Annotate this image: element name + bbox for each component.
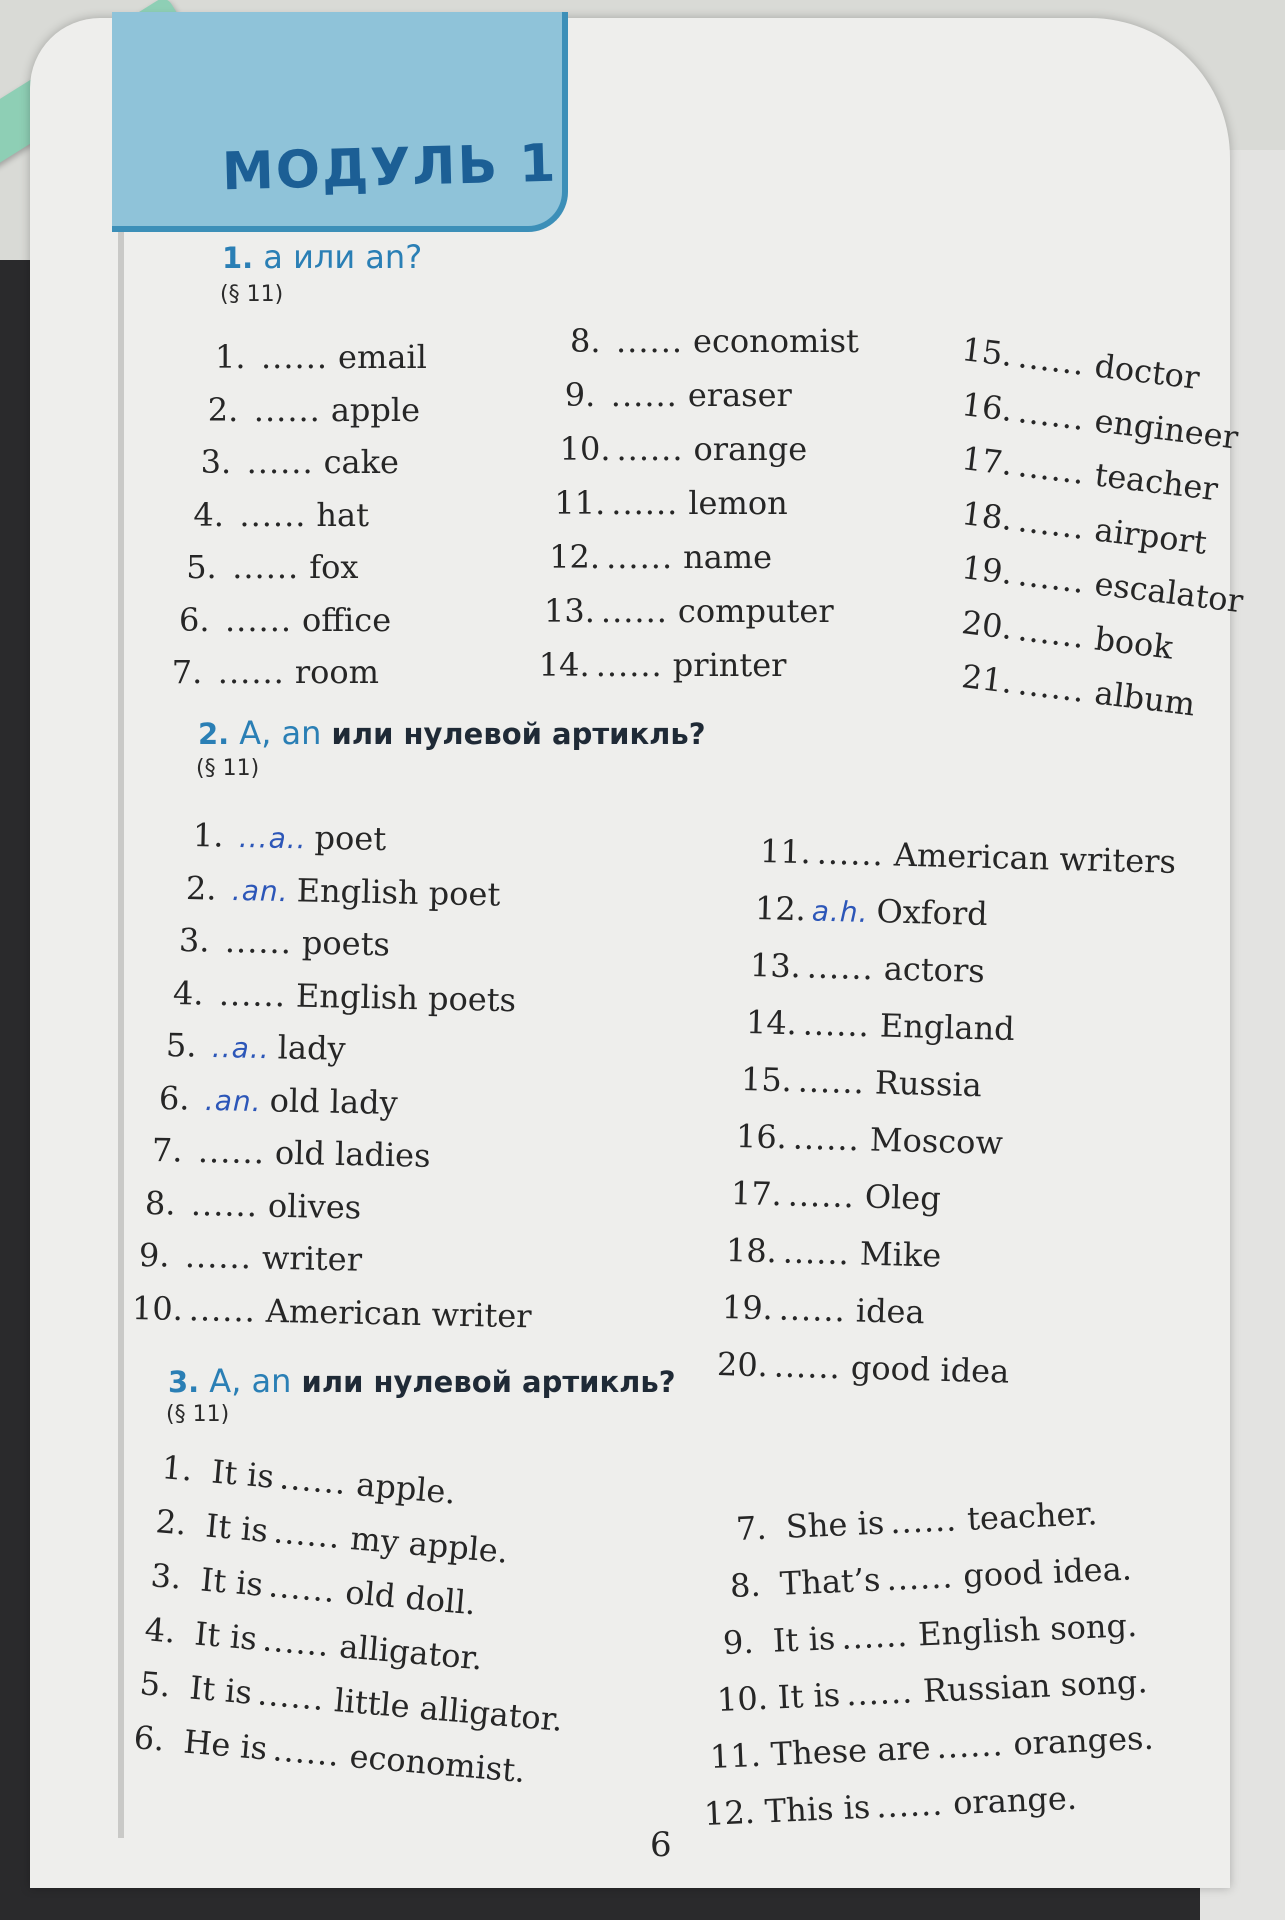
answer-blank[interactable]: ...... (197, 1131, 266, 1172)
answer-blank[interactable]: ...... (232, 548, 300, 586)
item-word: writer (261, 1238, 362, 1279)
exercise-2-item (740, 1060, 982, 1104)
answer-blank[interactable]: ...... (224, 921, 293, 962)
exercise-2-item (755, 889, 989, 933)
answer-blank[interactable]: ...... (1016, 337, 1088, 383)
answer-blank[interactable]: ...... (787, 1175, 856, 1216)
exercise-1-item (179, 601, 391, 639)
exercise-1-section-ref: (§ 11) (220, 282, 284, 307)
exercise-3-item (160, 1448, 457, 1512)
item-word: airport (1092, 509, 1209, 562)
item-number: 19. (721, 1288, 773, 1328)
item-number: 6. (158, 1078, 190, 1118)
item-sentence-start: He is (182, 1722, 269, 1768)
item-number: 1. (192, 816, 224, 855)
item-number: 15. (740, 1060, 793, 1100)
answer-blank[interactable]: ...... (806, 947, 875, 988)
exercise-1-item (172, 653, 379, 691)
item-word: English poets (295, 976, 517, 1019)
item-number: 8. (570, 322, 601, 360)
answer-blank[interactable]: ...... (600, 592, 668, 630)
exercise-2-item (179, 921, 391, 963)
exercise-2-item (745, 1003, 1015, 1048)
exercise-2-item (172, 974, 516, 1019)
exercise-2-heading (198, 714, 706, 752)
exercise-number: 3. (168, 1365, 210, 1399)
item-number: 18. (959, 493, 1015, 538)
answer-blank[interactable]: ...... (253, 390, 321, 429)
item-word: old doll. (343, 1573, 478, 1623)
exercise-1-item (570, 322, 859, 360)
exercise-3-item (144, 1610, 485, 1677)
exercise-2-item (716, 1345, 1009, 1391)
item-number: 9. (564, 376, 596, 414)
handwritten-answer: .an. (231, 873, 290, 908)
item-sentence-start: It is (776, 1675, 841, 1717)
answer-blank[interactable]: ...... (792, 1118, 861, 1159)
item-number: 10. (559, 430, 611, 468)
exercise-2-item (193, 816, 387, 858)
exercise-1-item (186, 548, 358, 586)
item-word: Oxford (876, 892, 989, 934)
item-number: 3. (178, 921, 211, 960)
item-number: 18. (725, 1231, 778, 1271)
item-number: 3. (200, 443, 232, 481)
item-word: apple. (354, 1465, 458, 1512)
item-word: English song. (917, 1605, 1139, 1654)
item-word: book (1092, 618, 1176, 667)
item-number: 11. (554, 484, 606, 522)
item-number: 21. (959, 657, 1015, 702)
item-word: idea (854, 1291, 925, 1332)
item-word: economist. (348, 1736, 527, 1791)
exercise-3-item (716, 1662, 1148, 1719)
exercise-1-item (215, 338, 427, 376)
answer-blank[interactable]: ...... (239, 495, 307, 534)
item-number: 16. (735, 1117, 788, 1157)
exercise-2-item (760, 832, 1177, 881)
item-number: 7. (735, 1508, 768, 1548)
exercise-2-item (159, 1079, 398, 1122)
exercise-articles: A, an (239, 714, 322, 752)
item-word: orange. (952, 1778, 1078, 1823)
item-number: 4. (193, 495, 224, 534)
item-number: 14. (538, 646, 590, 684)
answer-blank[interactable]: ...... (845, 1672, 914, 1714)
answer-blank[interactable]: ...... (190, 1184, 259, 1224)
exercise-2-section-ref: (§ 11) (196, 756, 260, 781)
item-word: engineer (1092, 400, 1241, 457)
item-number: 10. (715, 1678, 769, 1719)
exercise-2-item (186, 869, 501, 914)
answer-blank[interactable]: ...... (797, 1061, 866, 1102)
item-number: 7. (151, 1131, 184, 1170)
item-number: 20. (716, 1345, 769, 1385)
item-sentence-start: She is (785, 1503, 885, 1546)
exercise-1-item (201, 443, 399, 481)
answer-blank[interactable]: ...... (261, 1620, 332, 1665)
answer-blank[interactable]: ...... (271, 1730, 342, 1774)
module-title: МОДУЛЬ 1 (221, 133, 559, 203)
exercise-2-item (165, 1026, 345, 1068)
answer-blank[interactable]: ...... (1016, 500, 1088, 547)
item-word: old lady (269, 1080, 399, 1122)
item-word: teacher. (966, 1494, 1099, 1538)
exercise-instruction: или нулевой артикль? (291, 1365, 676, 1399)
exercise-2-item (721, 1288, 925, 1331)
answer-blank[interactable]: ...... (875, 1784, 944, 1826)
item-number: 12. (549, 538, 601, 576)
answer-blank[interactable]: ...... (261, 338, 329, 376)
item-number: 6. (132, 1718, 167, 1759)
item-word: Moscow (869, 1120, 1004, 1162)
answer-blank[interactable]: ...... (1016, 446, 1088, 492)
answer-blank[interactable]: ...... (1016, 609, 1088, 656)
item-word: printer (672, 646, 787, 684)
exercise-1-item (960, 657, 1198, 723)
exercise-3-heading (168, 1362, 676, 1400)
exercise-3-section-ref: (§ 11) (166, 1402, 230, 1427)
item-number: 13. (749, 946, 802, 986)
exercise-1-item (544, 592, 834, 630)
exercise-3-item (703, 1779, 1078, 1833)
item-number: 20. (959, 602, 1015, 647)
item-word: good idea. (962, 1549, 1133, 1595)
answer-blank[interactable]: ...... (217, 653, 285, 691)
answer-blank[interactable]: ...... (616, 322, 684, 360)
exercise-1-item (960, 603, 1175, 667)
item-word: Oleg (864, 1177, 942, 1218)
item-sentence-start: These are (770, 1728, 932, 1774)
exercise-2-item (145, 1184, 362, 1227)
item-word: orange (693, 430, 808, 468)
item-number: 7. (171, 653, 203, 691)
item-word: name (683, 538, 773, 576)
answer-blank[interactable]: ...... (606, 538, 674, 576)
item-sentence-start: It is (204, 1506, 270, 1550)
item-word: poets (301, 923, 391, 964)
exercise-number: 1. (222, 241, 264, 275)
handwritten-answer: a.h. (811, 894, 870, 929)
exercise-1-item (554, 484, 787, 522)
item-number: 12. (703, 1792, 756, 1833)
answer-blank[interactable]: ...... (610, 376, 678, 414)
item-sentence-start: This is (764, 1787, 871, 1831)
item-number: 1. (215, 338, 246, 376)
item-word: good idea (850, 1348, 1010, 1391)
exercise-2-item (138, 1236, 362, 1279)
item-number: 5. (165, 1026, 197, 1065)
exercise-1-heading (222, 238, 422, 276)
item-number: 16. (959, 384, 1015, 429)
answer-blank[interactable]: ...... (1016, 391, 1088, 438)
item-number: 6. (179, 600, 210, 639)
item-word: Russia (874, 1063, 982, 1105)
item-word: hat (316, 495, 369, 534)
answer-blank[interactable]: ...... (782, 1232, 851, 1273)
item-number: 4. (172, 973, 204, 1013)
exercise-1-item (549, 538, 772, 576)
item-word: office (302, 600, 392, 639)
item-sentence-start: It is (772, 1619, 837, 1660)
item-number: 14. (745, 1003, 797, 1043)
item-sentence-start: That’s (778, 1560, 881, 1603)
item-word: actors (883, 949, 986, 991)
answer-blank[interactable]: ...... (184, 1236, 252, 1277)
exercise-number: 2. (198, 717, 240, 751)
exercise-1-item (960, 330, 1202, 397)
answer-blank[interactable]: ...... (616, 430, 684, 468)
item-number: 10. (131, 1288, 184, 1328)
answer-blank[interactable]: ...... (816, 833, 885, 874)
answer-blank[interactable]: ...... (1016, 555, 1088, 601)
item-word: computer (677, 592, 834, 630)
page-number: 6 (650, 1825, 672, 1865)
exercise-2-item (750, 946, 986, 990)
item-word: American writer (265, 1291, 532, 1335)
item-word: economist (693, 322, 859, 360)
item-word: escalator (1092, 564, 1246, 621)
item-word: email (338, 338, 427, 376)
answer-blank[interactable]: ...... (611, 484, 679, 522)
answer-blank[interactable]: ...... (246, 443, 314, 481)
exercise-instruction: или нулевой артикль? (321, 717, 706, 751)
item-word: England (878, 1006, 1015, 1049)
item-number: 13. (544, 592, 595, 630)
item-number: 3. (149, 1556, 183, 1597)
item-number: 9. (722, 1622, 755, 1662)
handwritten-answer: ..a.. (211, 1030, 270, 1066)
answer-blank[interactable]: ...... (885, 1557, 954, 1599)
item-number: 2. (185, 868, 218, 908)
exercise-1-item (565, 376, 792, 414)
exercise-2-item (736, 1117, 1004, 1162)
answer-blank[interactable]: ...... (267, 1566, 338, 1611)
item-word: Mike (859, 1234, 943, 1275)
exercise-1-item (208, 391, 420, 429)
handwritten-answer: ...a.. (238, 820, 307, 856)
item-word: teacher (1092, 455, 1220, 509)
item-number: 12. (754, 889, 807, 929)
answer-blank[interactable]: ...... (595, 646, 663, 684)
item-word: olives (267, 1186, 362, 1227)
item-number: 8. (144, 1183, 177, 1223)
answer-blank[interactable]: ...... (935, 1725, 1005, 1767)
answer-blank[interactable]: ...... (218, 974, 286, 1014)
exercise-articles: a или an? (263, 238, 423, 276)
handwritten-answer: .an. (204, 1083, 263, 1118)
answer-blank[interactable]: ...... (773, 1346, 842, 1387)
answer-blank[interactable]: ...... (1016, 664, 1088, 710)
item-number: 17. (959, 439, 1015, 484)
exercise-3-item (710, 1719, 1155, 1776)
item-word: album (1092, 673, 1198, 724)
item-number: 19. (959, 548, 1015, 593)
item-number: 5. (186, 548, 217, 586)
item-word: my apple. (349, 1519, 511, 1571)
exercise-3-item (149, 1556, 477, 1622)
item-number: 11. (759, 832, 812, 872)
item-number: 4. (143, 1610, 178, 1651)
item-number: 1. (160, 1448, 195, 1489)
item-sentence-start: It is (193, 1614, 259, 1658)
item-sentence-start: It is (198, 1560, 265, 1604)
item-word: oranges. (1012, 1718, 1155, 1763)
item-number: 15. (959, 330, 1015, 375)
answer-blank[interactable]: ...... (889, 1500, 958, 1542)
item-sentence-start: It is (210, 1452, 276, 1496)
answer-blank[interactable]: ...... (777, 1289, 846, 1330)
item-word: cake (323, 443, 399, 481)
exercise-1-item (560, 430, 808, 468)
exercise-3-item (735, 1494, 1098, 1548)
exercise-2-item (731, 1174, 942, 1217)
exercise-2-item (131, 1289, 531, 1335)
answer-blank[interactable]: ...... (801, 1004, 870, 1045)
item-number: 5. (137, 1664, 172, 1705)
answer-blank[interactable]: ...... (188, 1289, 257, 1330)
item-word: little alligator. (332, 1681, 564, 1739)
item-word: lady (277, 1028, 346, 1068)
item-word: lemon (688, 484, 788, 522)
answer-blank[interactable]: ...... (225, 600, 293, 639)
item-sentence-start: It is (187, 1668, 254, 1712)
answer-blank[interactable]: ...... (278, 1458, 349, 1503)
answer-blank[interactable]: ...... (840, 1615, 910, 1657)
item-word: poet (314, 818, 387, 859)
exercise-1-item (539, 646, 787, 684)
answer-blank[interactable]: ...... (272, 1512, 343, 1557)
item-word: Russian song. (922, 1662, 1149, 1710)
item-number: 2. (207, 390, 239, 429)
item-number: 9. (138, 1236, 170, 1275)
answer-blank[interactable]: ...... (255, 1674, 326, 1719)
exercise-3-item (722, 1606, 1138, 1662)
item-word: eraser (687, 376, 792, 414)
item-word: apple (330, 390, 421, 429)
exercise-2-item (152, 1131, 431, 1175)
item-word: doctor (1092, 346, 1202, 397)
item-word: old ladies (274, 1133, 432, 1175)
item-number: 11. (709, 1735, 763, 1776)
item-word: alligator. (338, 1627, 485, 1678)
exercise-articles: A, an (209, 1362, 292, 1400)
item-word: American writers (893, 835, 1177, 881)
item-word: room (294, 653, 379, 691)
item-number: 8. (728, 1565, 761, 1605)
item-number: 2. (154, 1502, 189, 1543)
item-word: fox (309, 548, 359, 586)
exercise-1-item (193, 496, 369, 534)
item-number: 17. (730, 1174, 783, 1214)
exercise-2-item (726, 1231, 942, 1275)
exercise-3-item (729, 1549, 1132, 1605)
item-word: English poet (296, 870, 501, 914)
